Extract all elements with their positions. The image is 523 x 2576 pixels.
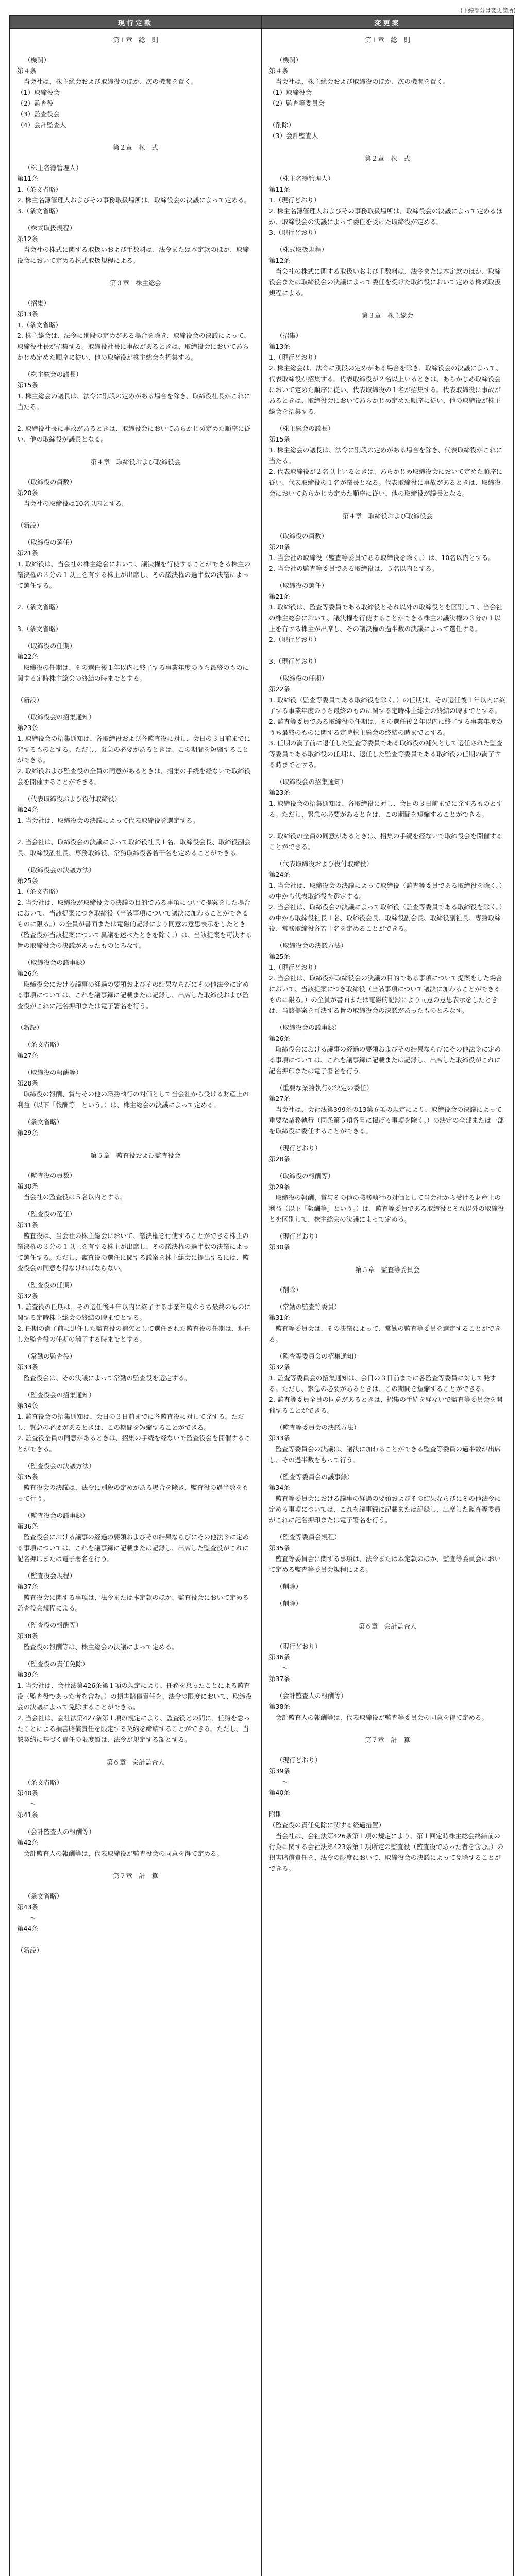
article [269,173,506,238]
article-number: 第24条 [269,871,290,878]
article [17,711,254,787]
chapter-heading: 第３章 株主総会 [361,312,413,319]
article-caption: （監査役会の決議方法） [24,1462,95,1470]
article-caption: （条文省略） [24,1892,63,1900]
article-text-line [269,109,506,120]
article-text-line: 1.（現行どおり） [269,196,320,204]
article-text-line [17,1934,254,1945]
article [17,1280,254,1345]
article-caption: （取締役の任期） [276,674,328,682]
article-text-line: ～ [17,1800,37,1808]
article-number: 第15条 [269,435,290,443]
article-number: 第42条 [17,1839,38,1846]
article-number: 第25条 [269,953,290,960]
article-text-line: 2.（条文省略） [17,603,62,611]
article [17,1209,254,1274]
article-text-line: 1. 当会社は、取締役会の決議によって取締役（監査等委員である取締役を除く。）の中から代表取締役を選定する。 [269,882,506,900]
article-text-line: （4）会計監査人 [17,121,66,129]
article-caption: （監査役会規程） [24,1572,76,1580]
article-text-line: （新設） [17,1024,43,1031]
article [17,1067,254,1110]
article-text-line: 2.（現行どおり） [269,636,320,643]
article-number: 第26条 [269,1035,290,1042]
article-text-line: 取締役会における議事の経過の要領およびその結果ならびにその他法令に定める事項については、これを議事録に記載または記録し、出席した取締役および監査役がこれに記名押印または電子署名を行う。 [17,980,249,1010]
article-number: 第36条 [269,1653,290,1661]
article [269,1301,506,1345]
article-number: 第４条 [269,67,289,75]
article-text-line: 当会社は、会社法第399条の13第６項の規定により、取締役会の決議によって重要な業務執行（同条第５項各号に掲げる事項を除く。）の決定の全部または一部を取締役に委任することができる。 [269,1106,504,1135]
article-text-line: ～ [17,1914,37,1922]
article-text-line: （削除） [269,121,295,129]
article-text-line: （3）会計監査人 [269,132,318,140]
article-number: 第32条 [269,1363,290,1371]
article-text-line: 1. 取締役会の招集通知は、各取締役に対し、会日の３日前までに発するものとする。ただし、緊急の必要があるときは、この期間を短縮することができる。 [269,800,503,818]
article-number: 第43条 [17,1903,38,1911]
article-number: 第12条 [17,235,38,243]
article-number: 第27条 [269,1095,290,1103]
article-text-line: 2. 取締役社長に事故があるときは、取締役会においてあらかじめ定めた順序に従い、他の取締役が議長となる。 [17,425,251,443]
article-number: 第13条 [269,343,290,350]
article-number: 第20条 [17,489,38,497]
article-text-line [269,1798,506,1809]
article [269,1471,506,1526]
article-number: 第29条 [17,1129,38,1137]
article [269,1284,506,1295]
article-text-line: 監査役は、当会社の株主総会において、議決権を行使することができる株主の議決権の３分の１以上を有する株主が出席し、その議決権の過半数の決議によって選任する。ただし、監査役の選任に関する議案を株主総会に提出するには、監査役会の同意を得なければならない。 [17,1232,249,1272]
chapter-heading: 第５章 監査役および監査役会 [90,1151,181,1159]
article-text-line: 監査役会における議事の経過の要領およびその結果ならびにその他法令に定める事項については、これを議事録に記載または記録し、出席した監査役がこれに記名押印または電子署名を行う。 [17,1533,249,1563]
article-caption: （監査等委員会規程） [276,1533,341,1541]
article-number: 第26条 [17,970,38,977]
article-text-line: 当会社の監査役は５名以内とする。 [17,1193,127,1201]
article-caption: （常勤の監査役） [24,1352,76,1360]
article [269,940,506,1016]
article-text-line: 監査等委員会に関する事項は、法令または本定款のほか、監査等委員会において定める監査等委員会規程による。 [269,1555,501,1573]
article [269,330,506,417]
article [269,1532,506,1575]
article-text-line: （1）取締役会 [269,89,312,96]
article [17,865,254,951]
article-number: 第21条 [269,592,290,600]
article-number: 第30条 [269,1243,290,1251]
article-text-line [17,1011,254,1022]
article-text-line: 1. 監査役会の招集通知は、会日の３日前までに各監査役に対して発する。ただし、緊急の必要があるときは、この期間を短縮することができる。 [17,1413,244,1431]
article-caption: （監査役の員数） [24,1172,76,1179]
article [17,223,254,266]
article [17,1351,254,1383]
chapter-heading: 第２章 株 式 [113,144,158,151]
article [269,1581,506,1592]
article-caption: （常勤の監査等委員） [276,1303,341,1311]
article-number: 第11条 [269,185,290,193]
article-text-line: 附則 [269,1810,282,1818]
article-text-line: 取締役会における議事の経過の要領およびその結果ならびにその他法令に定める事項については、これを議事録に記載または記録し、出席した取締役がこれに記名押印または電子署名を行う。 [269,1045,501,1075]
article-text-line: 3. 任期の満了前に退任した監査等委員である取締役の補欠として選任された監査等委員である取締役の任期は、退任した監査等委員である取締役の任期の満了する時までとする。 [269,739,503,769]
article-caption: （取締役の員数） [276,532,328,540]
article [17,537,254,634]
chapter-heading: 第２章 株 式 [365,155,410,162]
article [269,423,506,499]
chapter-heading: 第４章 取締役および取締役会 [90,458,181,466]
article-text-line: 3.（現行どおり） [269,657,320,665]
article-caption: （株主総会の議長） [276,425,334,432]
article-text-line: 2. 監査等委員である取締役の任期は、その選任後２年以内に終了する事業年度のうち最終のものに関する定時株主総会の終結の時までとする。 [269,718,503,736]
article [17,1116,254,1138]
article-text-line: 1. 株主総会の議長は、法令に別段の定めがある場合を除き、代表取締役がこれに当たる。 [269,446,502,465]
article [269,673,506,770]
article-text-line: 1. 取締役は、監査等委員である取締役とそれ以外の取締役とを区別して、当会社の株主総会において、議決権を行使することができる株主の議決権の３分の１以上を有する株主が出席し、その議決権の過半数の決議によって選任する。 [269,603,503,633]
article-text-line: 2. 代表取締役が２名以上いるときは、あらかじめ取締役会において定めた順序に従い、代表取締役の１名が議長となる。代表取締役に事故があるときは、取締役会においてあらかじめ定めた順序に従い、他の取締役が議長となる。 [269,468,503,497]
article [17,1510,254,1564]
article-text-line: 1. 株主総会の議長は、法令に別段の定めがある場合を除き、取締役社長がこれに当たる。 [17,392,250,411]
article-number: 第12条 [269,257,290,264]
article-text-line: 第40条 [269,1789,290,1797]
article [269,776,506,852]
article-text-line: 1. 取締役（監査等委員である取締役を除く。）の任期は、その選任後１年以内に終了する事業年度のうち最終のものに関する定時株主総会の終結の時までとする。 [269,696,506,715]
article-number: 第35条 [269,1544,290,1552]
article-text-line [17,591,254,602]
article-caption: （代表取締役および役付取締役） [24,795,121,803]
article-text-line: 監査等委員会の決議は、議決に加わることができる監査等委員の過半数が出席し、その過半数をもって行う。 [269,1445,501,1464]
article-text-line: （新設） [17,1946,43,1954]
article [269,1082,506,1137]
article [269,531,506,574]
article-caption: （株式取扱規程） [24,224,76,232]
article-number: 第22条 [17,653,38,660]
article-caption: （取締役会の決議方法） [24,866,95,874]
article-caption: （株主総会の議長） [24,370,82,378]
article-text-line: 2. 株主総会は、法令に別段の定めがある場合を除き、取締役会の決議によって、取締役社長が招集する。取締役社長に事故があるときは、取締役会においてあらかじめ定めた順序に従い、他の取締役が株主総会を招集する。 [17,332,250,361]
article-number: 第20条 [269,543,290,551]
article [17,1620,254,1652]
comparison-table [9,15,514,2576]
article-caption: （監査役会の招集通知） [24,1391,95,1399]
chapter-heading: 第６章 会計監査人 [106,1758,165,1766]
article [269,1755,506,1874]
article-text-line [17,509,254,520]
article-text-line: 2. 当会社は、取締役会の決議によって取締役（監査等委員である取締役を除く。）の中から取締役社長１名、取締役会長、取締役副会長、取締役副社長、専務取締役、常務取締役各若干名を定めることができる。 [269,903,506,933]
change-note: (下線部分は変更箇所) [460,7,516,14]
article-caption: （現行どおり） [276,1232,322,1240]
article-caption: （株式取扱規程） [276,246,328,253]
article-text-line: 監査役会に関する事項は、法令または本定款のほか、監査役会において定める監査役会規程による。 [17,1594,249,1612]
article-text-line [17,684,254,694]
article [269,858,506,934]
article-text-line: 取締役の任期は、その選任後１年以内に終了する事業年度のうち最終のものに関する定時株主総会の終結の時までとする。 [17,664,249,682]
article-number: 第25条 [17,877,38,885]
article [269,244,506,298]
article-number: 第37条 [17,1583,38,1590]
header-proposed: 変更案 [262,16,514,29]
article-number: 第13条 [17,310,38,318]
article-caption: （取締役の報酬等） [276,1172,334,1180]
article [17,1170,254,1202]
article-caption: （監査等委員会の招集通知） [276,1352,360,1360]
article-caption: （機関） [24,56,50,64]
article-text-line: 2. 監査等委員全員の同意があるときは、招集の手続を経ないで監査等委員会を開催することができる。 [269,1396,503,1414]
article-caption: （条文省略） [24,1778,63,1786]
article [17,957,254,1033]
article [269,580,506,667]
article [17,1826,254,1859]
article-text-line [17,826,254,837]
article-text-line: 3.（条文省略） [17,207,62,215]
article [17,1039,254,1061]
article-number: 第28条 [17,1079,38,1087]
chapter-heading: 第１章 総 則 [365,36,410,44]
article [269,1690,506,1723]
article-number: 第32条 [17,1292,38,1300]
article-text-line: 1.（現行どおり） [269,963,320,971]
article-text-line: 1.（条文省略） [17,185,62,193]
article-text-line: 2. 当会社は、取締役会の決議によって取締役社長１名、取締役会長、取締役副会長、取締役副社長、専務取締役、常務取締役各若干名を定めることができる。 [17,838,251,857]
article [17,162,254,216]
article-caption: （取締役会の議事録） [24,959,89,967]
article [269,1598,506,1609]
article-text-line: 1. 取締役会の招集通知は、各取締役および各監査役に対し、会日の３日前までに発するものとする。ただし、緊急の必要があるときは、この期間を短縮することができる。 [17,735,251,764]
article-text-line: 2. 株主名簿管理人およびその事務取扱場所は、取締役会の決議によって定めるほか、取締役会の決議によって委任を受けた取締役が定める。 [269,207,503,226]
article [269,1022,506,1076]
article-number: 第34条 [269,1484,290,1492]
article-caption: （招集） [276,332,302,340]
header-current: 現行定款 [10,16,262,29]
article-text-line: 1. 取締役は、当会社の株主総会において、議決権を行使することができる株主の議決権の３分の１以上を有する株主が出席し、その議決権の過半数の決議によって選任する。 [17,560,251,589]
article-caption: （条文省略） [24,1118,63,1126]
article-caption: （現行どおり） [276,1642,322,1650]
article-caption: （条文省略） [24,1041,63,1048]
article-caption: （重要な業務執行の決定の委任） [276,1084,373,1092]
article-number: 第30条 [17,1182,38,1190]
article-text-line: 1. 当会社は、会社法第426条第１項の規定により、任務を怠ったことによる監査役（監査役であった者を含む。）の損害賠償責任を、法令の限度において、取締役会の決議によって免除することができる。 [17,1682,252,1711]
chapter-heading: 第３章 株主総会 [109,279,161,287]
article-text-line: 第44条 [17,1925,38,1933]
article-text-line: 2. 取締役の全員の同意があるときは、招集の手続を経ないで取締役会を開催することができる。 [269,832,503,851]
article-text-line: 1. 監査等委員会の招集通知は、会日の３日前までに各監査等委員に対して発する。ただし、緊急の必要があるときは、この期間を短縮することができる。 [269,1374,496,1393]
article-text-line: 1.（条文省略） [17,888,62,895]
article [17,793,254,858]
article-caption: （取締役の選任） [24,538,76,546]
article-number: 第39条 [17,1671,38,1679]
article-caption: （監査役の任期） [24,1281,76,1289]
article-number: 第36条 [17,1522,38,1530]
article [17,1777,254,1820]
article-text-line: 取締役の報酬、賞与その他の職務執行の対価として当会社から受ける財産上の利益（以下「報酬等」という。）は、監査等委員である取締役とそれ以外の取締役とを区別して、株主総会の決議によって定める。 [269,1194,504,1223]
article-text-line: 監査役会の決議は、法令に別段の定めがある場合を除き、監査役の過半数をもって行う。 [17,1484,249,1502]
article-text-line: 当会社は、株主総会および取締役のほか、次の機関を置く。 [17,78,197,86]
article-caption: （株主名簿管理人） [24,164,82,172]
article-caption: （招集） [24,299,50,307]
article-text-line: 2. 当会社は、会社法第427条第１項の規定により、監査役との間に、任務を怠ったことによる損害賠償責任を限定する契約を締結することができる。ただし、当該契約に基づく責任の限度額は、法令が規定する額とする。 [17,1714,250,1743]
article-text-line: 2. 株主名簿管理人およびその事務取扱場所は、取締役会の決議によって定める。 [17,196,251,204]
article-text-line: 2. 取締役および監査役の全員の同意があるときは、招集の手続を経ないで取締役会を開催することができる。 [17,767,251,786]
article-caption: （取締役の員数） [24,478,76,486]
article [17,1891,254,1956]
article-caption: （機関） [276,56,302,64]
article-text-line: （1）取締役会 [17,89,60,96]
article [269,1641,506,1684]
article-caption: （取締役の報酬等） [24,1069,82,1076]
article [269,1422,506,1465]
article [269,1171,506,1225]
article [17,1570,254,1614]
article-text-line [17,412,254,423]
article [17,369,254,445]
article-number: 第38条 [17,1632,38,1640]
article-text-line: 会計監査人の報酬等は、代表取締役が監査役会の同意を得て定める。 [17,1850,224,1857]
article-caption: （取締役の選任） [276,582,328,589]
article-text-line [269,820,506,831]
article-text-line: 監査等委員会における議事の経過の要領およびその結果ならびにその他法令に定める事項については、これを議事録に記載または記録し、出席した監査等委員がこれに記名押印または電子署名を行う。 [269,1495,501,1524]
chapter-heading: 第７章 計 算 [365,1736,410,1744]
article-number: 第11条 [17,175,38,182]
article-number: 第31条 [269,1314,290,1321]
article-number: 第４条 [17,67,37,75]
article-number: 第38条 [269,1703,290,1710]
article [269,1143,506,1164]
chapter-heading: 第１章 総 則 [113,36,158,44]
article-caption: （取締役会の招集通知） [24,713,95,721]
article-text-line: 第37条 [269,1675,290,1683]
article-number: 第39条 [269,1767,290,1775]
article-text-line [17,613,254,623]
article [17,1461,254,1504]
article-caption: （取締役会の議事録） [276,1024,341,1031]
article-number: 第23条 [269,789,290,796]
article-caption: （監査役の報酬等） [24,1621,82,1629]
article [269,55,506,141]
article-text-line: （新設） [17,521,43,529]
article-text-line: 3.（条文省略） [17,625,62,633]
article-number: 第23条 [17,724,38,732]
article-caption: （監査等委員会の議事録） [276,1473,354,1481]
article-caption: （監査役の責任免除） [24,1660,89,1668]
article-number: 第22条 [269,685,290,693]
article-text-line: （3）監査役会 [17,110,60,118]
article-text-line: 2. 当会社の監査等委員である取締役は、５名以内とする。 [269,565,438,572]
article-number: 第35条 [17,1473,38,1481]
article-caption: （削除） [276,1583,302,1590]
article-text-line: ～ [269,1778,289,1786]
article-caption: （現行どおり） [276,1144,322,1152]
article-number: 第24条 [17,806,38,814]
article-text-line: 取締役の報酬、賞与その他の職務執行の対価として当会社から受ける財産上の利益（以下「報酬等」という。）は、株主総会の決議によって定める。 [17,1090,249,1109]
article-number: 第33条 [17,1363,38,1371]
article-caption: （会計監査人の報酬等） [24,1828,95,1836]
article-text-line: （2）監査役 [17,99,54,107]
article [17,1389,254,1454]
article-text-line: 1. 当会社は、取締役会の決議によって代表取締役を選定する。 [17,817,199,824]
article-text-line: 監査役の報酬等は、株主総会の決議によって定める。 [17,1643,178,1651]
article [17,55,254,130]
article-text-line: 当会社の取締役は10名以内とする。 [17,500,128,507]
article-caption: （株主名簿管理人） [276,175,334,182]
article-caption: （削除） [276,1286,302,1294]
article-text-line: 2. 当会社は、取締役が取締役会の決議の目的である事項について提案をした場合において、当該提案につき取締役（当該事項について議決に加わることができるものに限る。）の全員が書面または電磁的記録により同意の意思表示をしたとき（監査役が当該提案について異議を述べたときを除く。）は、当該提案を可決する旨の取締役会の決議があったものとみなす。 [17,899,252,950]
chapter-heading: 第５章 監査等委員会 [355,1266,420,1274]
article-caption: （会計監査人の報酬等） [276,1692,347,1700]
chapter-heading: 第４章 取締役および取締役会 [342,512,433,520]
article-caption: （取締役会の決議方法） [276,942,347,950]
article-text-line [269,645,506,656]
article-caption: （監査役会の議事録） [24,1512,89,1519]
article-number: 第28条 [269,1155,290,1163]
chapter-heading: 第７章 計 算 [113,1872,158,1880]
article-text-line: 第41条 [17,1811,38,1819]
article-number: 第21条 [17,549,38,557]
article-number: 第40条 [17,1789,38,1797]
article-caption: （取締役の任期） [24,642,76,650]
article [17,640,254,705]
article-text-line: （新設） [17,696,43,704]
article-text-line: 監査等委員会は、その決議によって、常勤の監査等委員を選定することができる。 [269,1325,501,1343]
proposed-articles-column [262,29,514,2576]
article-text-line: 当会社の株式に関する取扱いおよび手数料は、法令または本定款のほか、取締役会または取締役会の決議によって委任を受けた取締役において定める株式取扱規程による。 [269,267,501,297]
article-text-line: 2. 任期の満了前に退任した監査役の補欠として選任された監査役の任期は、退任した監査役の任期の満了する時までとする。 [17,1325,251,1343]
article-caption: （現行どおり） [276,1756,322,1764]
chapter-heading: 第６章 会計監査人 [358,1622,417,1630]
article-text-line: 1.（現行どおり） [269,353,320,361]
article-text-line: 当会社は、会社法第426条第１項の規定により、第１回定時株主総会終結前の行為に関する会社法第423条第１項所定の監査役（監査役であった者を含む。）の損害賠償責任を、法令の限度において、取締役会の決議によって免除することができる。 [269,1832,503,1872]
article [269,1231,506,1252]
article-text-line: 2. 監査役全員の同意があるときは、招集の手続を経ないで監査役会を開催することができる。 [17,1434,251,1453]
article-number: 第33条 [269,1434,290,1442]
article-text-line: 1. 当会社の取締役（監査等委員である取締役を除く。）は、10名以内とする。 [269,554,495,562]
article-text-line: （監査役の責任免除に関する経過措置） [269,1821,385,1829]
current-articles-column [10,29,262,2576]
article [269,1351,506,1416]
article-caption: （監査等委員会の決議方法） [276,1423,360,1431]
article-text-line: 3.（現行どおり） [269,229,320,236]
article-number: 第27条 [17,1052,38,1059]
article-text-line: （2）監査等委員会 [269,99,325,107]
article-number: 第34条 [17,1402,38,1410]
article-caption: （削除） [276,1600,302,1607]
article-text-line: 会計監査人の報酬等は、代表取締役が監査等委員会の同意を得て定める。 [269,1714,488,1721]
article [17,1658,254,1745]
article-text-line: 1.（条文省略） [17,321,62,329]
article-text-line: 当会社は、株主総会および取締役のほか、次の機関を置く。 [269,78,449,86]
article [17,298,254,363]
article-text-line: 2. 株主総会は、法令に別段の定めがある場合を除き、取締役会の決議によって、代表取締役が招集する。代表取締役が２名以上いるときは、あらかじめ取締役会において定めた順序に従い、代表取締役の１名が招集する。代表取締役に事故があるときは、取締役会においてあらかじめ定めた順序に従い、他の取締役が株主総会を招集する。 [269,364,502,415]
article-caption: （監査役の選任） [24,1210,76,1218]
article-text-line: 1. 監査役の任期は、その選任後４年以内に終了する事業年度のうち最終のものに関する定時株主総会の終結の時までとする。 [17,1303,251,1321]
article-number: 第31条 [17,1221,38,1229]
article-text-line: ～ [269,1664,289,1672]
article-number: 第15条 [17,381,38,389]
article-text-line: 2. 当会社は、取締役が取締役会の決議の目的である事項について提案をした場合において、当該提案につき取締役（当該事項について議決に加わることができるものに限る。）の全員が書面または電磁的記録により同意の意思表示をしたときは、当該提案を可決する旨の取締役会の決議があったものとみなす。 [269,974,503,1014]
article [17,477,254,531]
article-number: 第29条 [269,1183,290,1191]
article-caption: （代表取締役および役付取締役） [276,860,373,868]
article-caption: （取締役会の招集通知） [276,778,347,786]
article-text-line: 監査役会は、その決議によって常勤の監査役を選定する。 [17,1374,191,1382]
article-text-line: 当会社の株式に関する取扱いおよび手数料は、法令または本定款のほか、取締役会において定める株式取扱規程による。 [17,246,249,264]
